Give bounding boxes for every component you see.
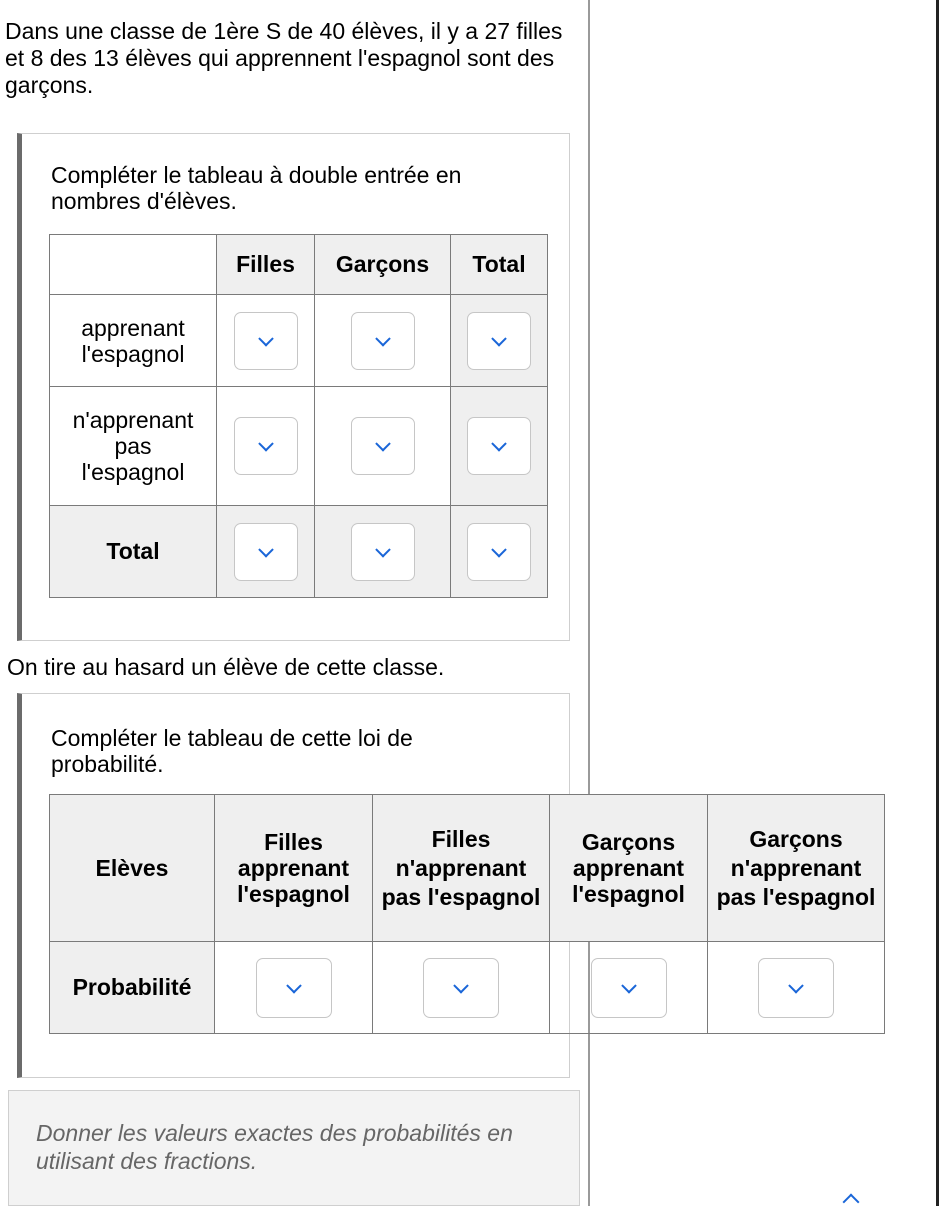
right-edge-border (936, 0, 939, 1206)
dropdown-p-filles-espagnol[interactable] (256, 958, 332, 1018)
header-garcons-espagnol: Garçons apprenant l'espagnol (550, 795, 708, 942)
dropdown-p-filles-non-espagnol[interactable] (423, 958, 499, 1018)
question-2-instruction: Compléter le tableau de cette loi de probabilité. (51, 725, 413, 777)
chevron-down-icon (258, 331, 274, 347)
dropdown-filles-espagnol[interactable] (234, 312, 298, 370)
dropdown-p-garcons-non-espagnol[interactable] (758, 958, 834, 1018)
chevron-down-icon (375, 542, 391, 558)
dropdown-total-filles[interactable] (234, 523, 298, 581)
chevron-down-icon (491, 436, 507, 452)
header-filles-non-espagnol: Filles n'apprenant pas l'espagnol (373, 795, 550, 942)
chevron-up-icon[interactable] (843, 1194, 860, 1211)
question-1-instruction: Compléter le tableau à double entrée en nombres d'élèves. (51, 162, 462, 214)
hint-box (8, 1090, 580, 1206)
dropdown-grand-total[interactable] (467, 523, 531, 581)
dropdown-total-garcons[interactable] (351, 523, 415, 581)
chevron-down-icon (258, 542, 274, 558)
contingency-table (49, 234, 548, 598)
dropdown-filles-non-espagnol[interactable] (234, 417, 298, 475)
problem-statement: Dans une classe de 1ère S de 40 élèves, il y a 27 filles et 8 des 13 élèves qui apprennent l'espagnol sont des garçons. (5, 18, 563, 98)
dropdown-garcons-espagnol[interactable] (351, 312, 415, 370)
chevron-down-icon (286, 978, 302, 994)
dropdown-total-espagnol[interactable] (467, 312, 531, 370)
random-draw-text: On tire au hasard un élève de cette classe. (7, 654, 445, 680)
chevron-down-icon (258, 436, 274, 452)
row-label-probabilite: Probabilité (50, 942, 215, 1034)
header-garcons-non-espagnol: Garçons n'apprenant pas l'espagnol (708, 795, 885, 942)
row-label-total: Total (50, 506, 217, 598)
header-total: Total (451, 235, 548, 295)
dropdown-p-garcons-espagnol[interactable] (591, 958, 667, 1018)
row-label-espagnol: apprenant l'espagnol (50, 295, 217, 387)
dropdown-total-non-espagnol[interactable] (467, 417, 531, 475)
chevron-down-icon (491, 331, 507, 347)
probability-table (49, 794, 885, 1034)
header-garcons: Garçons (315, 235, 451, 295)
chevron-down-icon (453, 978, 469, 994)
hint-text: Donner les valeurs exactes des probabilités en utilisant des fractions. (36, 1120, 513, 1174)
chevron-down-icon (491, 542, 507, 558)
chevron-down-icon (375, 331, 391, 347)
chevron-down-icon (375, 436, 391, 452)
header-filles: Filles (217, 235, 315, 295)
row-label-non-espagnol: n'apprenant pas l'espagnol (50, 387, 217, 506)
chevron-down-icon (621, 978, 637, 994)
chevron-down-icon (788, 978, 804, 994)
corner-cell (50, 235, 217, 295)
corner-eleves: Elèves (50, 795, 215, 942)
dropdown-garcons-non-espagnol[interactable] (351, 417, 415, 475)
header-filles-espagnol: Filles apprenant l'espagnol (215, 795, 373, 942)
